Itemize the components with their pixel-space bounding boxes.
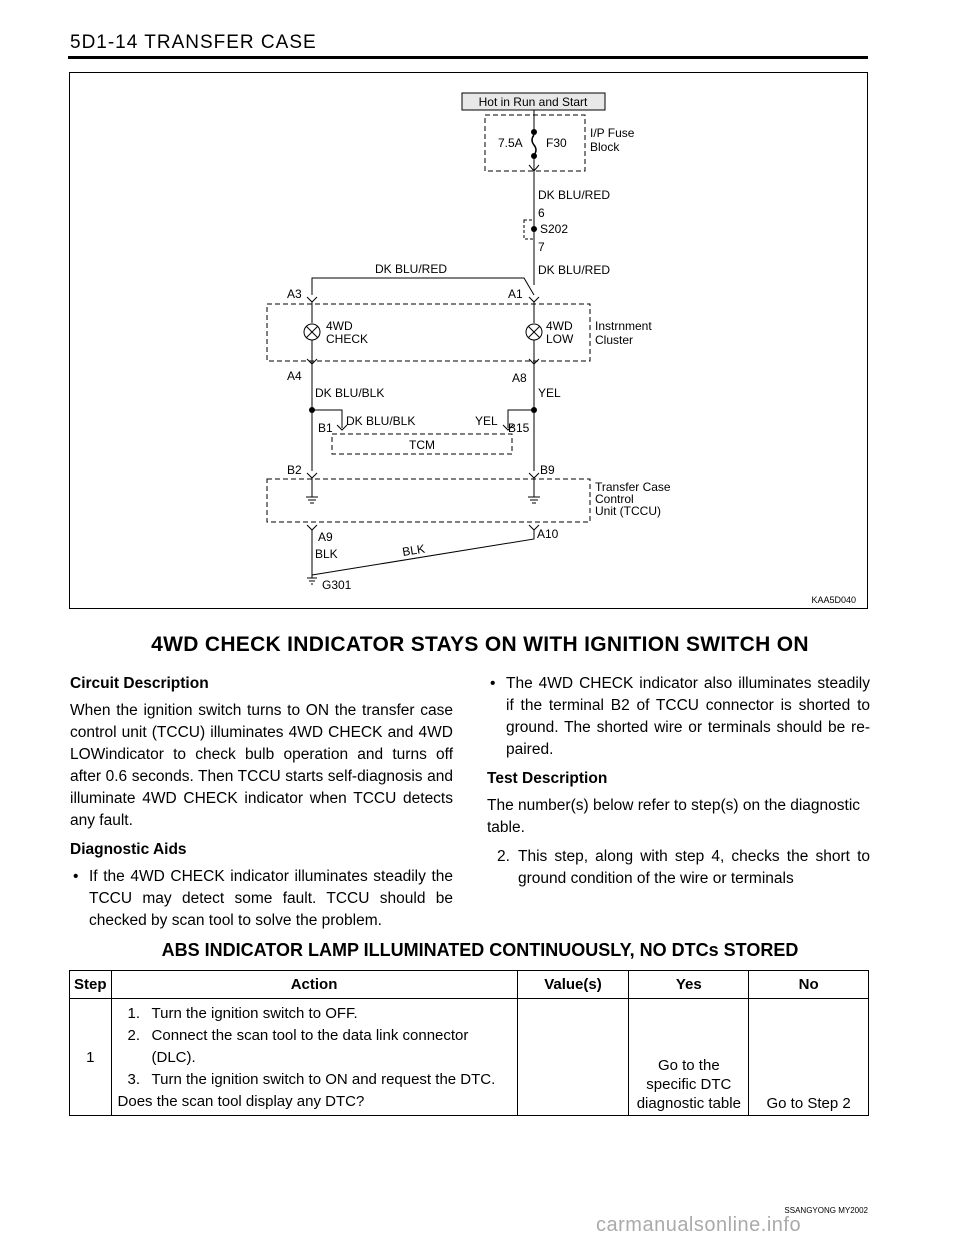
wire-label-dkblured-1: DK BLU/RED — [538, 188, 611, 202]
wire-label-blk-2: BLK — [401, 541, 426, 559]
bullet-icon: • — [73, 868, 79, 885]
test-description-heading: Test Description — [487, 770, 608, 787]
lamp-4wd-check-2: CHECK — [326, 332, 369, 346]
step-number: 1 — [70, 999, 112, 1116]
pin-b9: B9 — [540, 463, 555, 477]
table-title: ABS INDICATOR LAMP ILLUMINATED CONTINUOUSLY, NO DTCs STORED — [161, 940, 799, 960]
cluster-label-1: Instrnment — [595, 319, 652, 333]
fuse-id: F30 — [546, 136, 567, 150]
wiring-diagram-svg — [70, 73, 867, 608]
action-text: Turn the ignition switch to ON and request the DTC. — [151, 1071, 496, 1088]
action-text: Connect the scan tool to the data link connector (DLC). — [151, 1027, 469, 1066]
action-cell — [111, 999, 517, 1116]
yes-line: diagnostic table — [636, 1095, 741, 1112]
lamp-4wd-check-1: 4WD — [326, 319, 353, 333]
action-item — [118, 1069, 511, 1091]
lamp-4wd-low-2: LOW — [546, 332, 574, 346]
fuse-block-label-1: I/P Fuse — [590, 126, 635, 140]
yes-line: Go to the — [657, 1057, 720, 1074]
header-rule — [68, 56, 868, 59]
tccu-label-3: Unit (TCCU) — [595, 504, 661, 518]
circuit-description-text: When the ignition switch turns to ON the transfer case control unit (TCCU) illuminates 4WD CHECK and 4WD LOWindicator to check bulb operation and turns off after 0.6 seconds. Then TCCU starts self-diagnosis and illuminate 4WD CHECK indicator when TCCU detects any fault. — [70, 702, 453, 829]
action-number: 1. — [127, 1005, 141, 1022]
fuse-terminal-top — [531, 129, 537, 135]
chevron-a3 — [307, 297, 317, 302]
action-item — [118, 1003, 511, 1025]
wire-label-dkblublk-2: DK BLU/BLK — [346, 414, 416, 428]
figure-id: KAA5D040 — [811, 595, 856, 605]
tcm-label: TCM — [409, 438, 435, 452]
right-column — [487, 673, 870, 890]
action-question: Does the scan tool display any DTC? — [117, 1093, 365, 1110]
diagnostic-aid-item — [487, 673, 870, 761]
wire-a1-a3 — [312, 278, 534, 295]
fuse-symbol — [532, 135, 536, 155]
left-column — [70, 673, 453, 939]
lamp-4wd-low-1: 4WD — [546, 319, 573, 333]
test-description-item — [487, 846, 870, 890]
pin-b2: B2 — [287, 463, 302, 477]
fuse-rating: 7.5A — [498, 136, 523, 150]
pin-a4: A4 — [287, 369, 302, 383]
header-action: Action — [111, 971, 517, 999]
test-item-text: This step, along with step 4, checks the short to ground condition of the wire or terminals — [518, 848, 870, 887]
wire-label-dkblublk-1: DK BLU/BLK — [315, 386, 385, 400]
pin-a8: A8 — [512, 371, 527, 385]
yes-cell — [629, 999, 749, 1116]
test-description-text: The number(s) below refer to step(s) on the diagnostic table. — [487, 797, 861, 836]
yes-line: specific DTC — [646, 1076, 732, 1093]
wire-label-dkblured-2: DK BLU/RED — [538, 263, 611, 277]
pin-b15: B15 — [508, 421, 530, 435]
action-number: 3. — [127, 1071, 141, 1088]
diagnostic-aids-heading: Diagnostic Aids — [70, 841, 187, 858]
wiring-diagram — [69, 72, 868, 609]
action-text: Turn the ignition switch to OFF. — [151, 1005, 358, 1022]
bullet-icon: • — [490, 675, 496, 692]
header-no: No — [749, 971, 869, 999]
fuse-block-label-2: Block — [590, 140, 620, 154]
wire-label-dkblured-3: DK BLU/RED — [375, 262, 448, 276]
pin-a9: A9 — [318, 530, 333, 544]
wire-label-yel-1: YEL — [538, 386, 561, 400]
header-values: Value(s) — [517, 971, 629, 999]
pin-a1: A1 — [508, 287, 523, 301]
page-header: 5D1-14 TRANSFER CASE — [70, 32, 317, 53]
values-cell — [517, 999, 629, 1116]
wire-label-yel-2: YEL — [475, 414, 498, 428]
pin-7: 7 — [538, 240, 545, 254]
watermark: carmanualsonline.info — [596, 1214, 802, 1236]
pin-a10: A10 — [537, 527, 559, 541]
action-item — [118, 1025, 511, 1069]
cluster-label-2: Cluster — [595, 333, 634, 347]
splice-dot — [531, 226, 537, 232]
tccu-label-2: Control — [595, 492, 634, 506]
table-header-row — [70, 971, 869, 999]
circuit-description-heading: Circuit Description — [70, 675, 209, 692]
tccu-label-1: Transfer Case — [595, 480, 671, 494]
pin-6: 6 — [538, 206, 545, 220]
footer-brand: SSANGYONG MY2002 — [784, 1206, 868, 1215]
splice-label: S202 — [540, 222, 569, 236]
no-cell: Go to Step 2 — [749, 999, 869, 1116]
pin-a3: A3 — [287, 287, 302, 301]
wire-label-blk-1: BLK — [315, 547, 338, 561]
action-number: 2. — [127, 1027, 141, 1044]
chevron-a1 — [529, 297, 539, 302]
ground-label: G301 — [322, 578, 352, 592]
main-title: 4WD CHECK INDICATOR STAYS ON WITH IGNITION SWITCH ON — [151, 633, 809, 656]
test-item-number: 2. — [497, 848, 510, 865]
header-yes: Yes — [629, 971, 749, 999]
header-step: Step — [70, 971, 112, 999]
table-row — [70, 999, 869, 1116]
diagnostic-aid-text: If the 4WD CHECK indicator illuminates steadily the TCCU may detect some fault. TCCU should be checked by scan tool to solve the problem. — [89, 868, 453, 929]
diagnostic-aid-item — [70, 866, 453, 932]
diagnostic-aid-text: The 4WD CHECK indicator also illuminates steadily if the terminal B2 of TCCU connector is shorted to ground. The shorted wire or terminals should be re-paired. — [506, 675, 870, 758]
pin-b1: B1 — [318, 421, 333, 435]
diagnostic-table — [69, 970, 869, 1116]
power-source-label: Hot in Run and Start — [478, 95, 588, 109]
fuse-terminal-bottom — [531, 153, 537, 159]
